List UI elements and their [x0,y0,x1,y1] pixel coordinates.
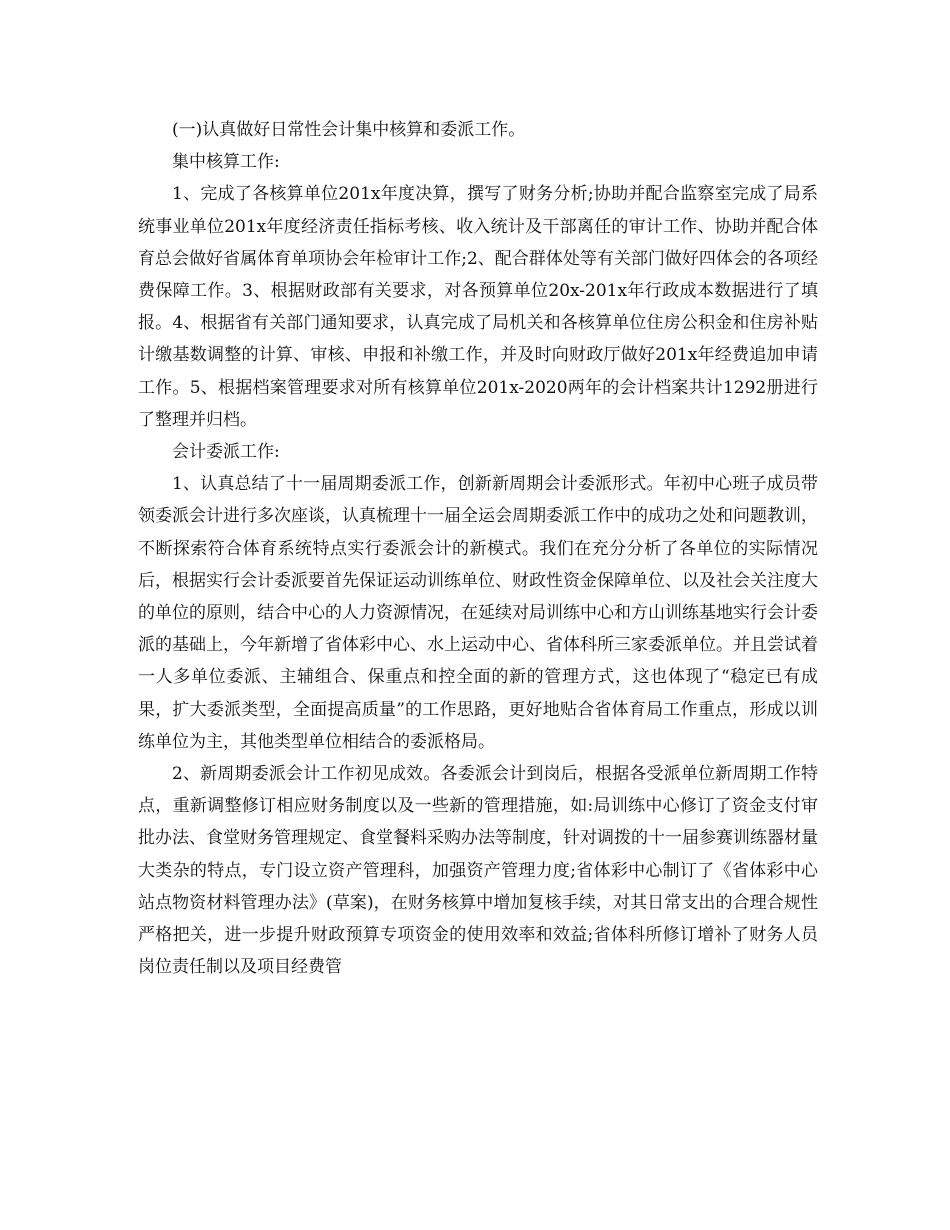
paragraph-dispatch-summary: 1、认真总结了十一届周期委派工作，创新新周期会计委派形式。年初中心班子成员带领委派会计进行多次座谈，认真梳理十一届全运会周期委派工作中的成功之处和问题教训，不断探索符合体育系统特点实行委派会计的新模式。我们在充分分析了各单位的实际情况后，根据实行会计委派要首先保证运动训练单位、财政性资金保障单位、以及社会关注度大的单位的原则，结合中心的人力资源情况，在延续对局训练中心和方山训练基地实行会计委派的基础上，今年新增了省体彩中心、水上运动中心、省体科所三家委派单位。并且尝试着一人多单位委派、主辅组合、保重点和控全面的新的管理方式，这也体现了“稳定已有成果，扩大委派类型，全面提高质量”的工作思路，更好地贴合省体育局工作重点，形成以训练单位为主，其他类型单位相结合的委派格局。 [138,474,818,752]
paragraph-centralized-accounting: 1、完成了各核算单位201x年度决算，撰写了财务分析;协助并配合监察室完成了局系统事业单位201x年度经济责任指标考核、收入统计及干部离任的审计工作、协助并配合体育总会做好省属体育单项协会年检审计工作;2、配合群体处等有关部门做好四体会的各项经费保障工作。3、根据财政部有关要求，对各预算单位20x-201x年行政成本数据进行了填报。4、根据省有关部门通知要求，认真完成了局机关和各核算单位住房公积金和住房补贴计缴基数调整的计算、审核、申报和补缴工作，并及时向财政厅做好201x年经费追加申请工作。5、根据档案管理要求对所有核算单位201x-2020两年的会计档案共计1292册进行了整理并归档。 [138,184,818,430]
subsection-heading-centralized-accounting: 集中核算工作: [172,152,280,173]
document-body [138,114,818,983]
subsection-heading-accounting-dispatch: 会计委派工作: [172,442,280,463]
paragraph-dispatch-results: 2、新周期委派会计工作初见成效。各委派会计到岗后，根据各受派单位新周期工作特点，重新调整修订相应财务制度以及一些新的管理措施，如:局训练中心修订了资金支付审批办法、食堂财务管理规定、食堂餐料采购办法等制度，针对调拨的十一届参赛训练器材量大类杂的特点，专门设立资产管理科，加强资产管理力度;省体彩中心制订了《省体彩中心站点物资材料管理办法》(草案)，在财务核算中增加复核手续，对其日常支出的合理合规性严格把关，进一步提升财政预算专项资金的使用效率和效益;省体科所修订增补了财务人员岗位责任制以及项目经费管 [138,764,818,978]
section-heading: (一)认真做好日常性会计集中核算和委派工作。 [172,120,526,140]
